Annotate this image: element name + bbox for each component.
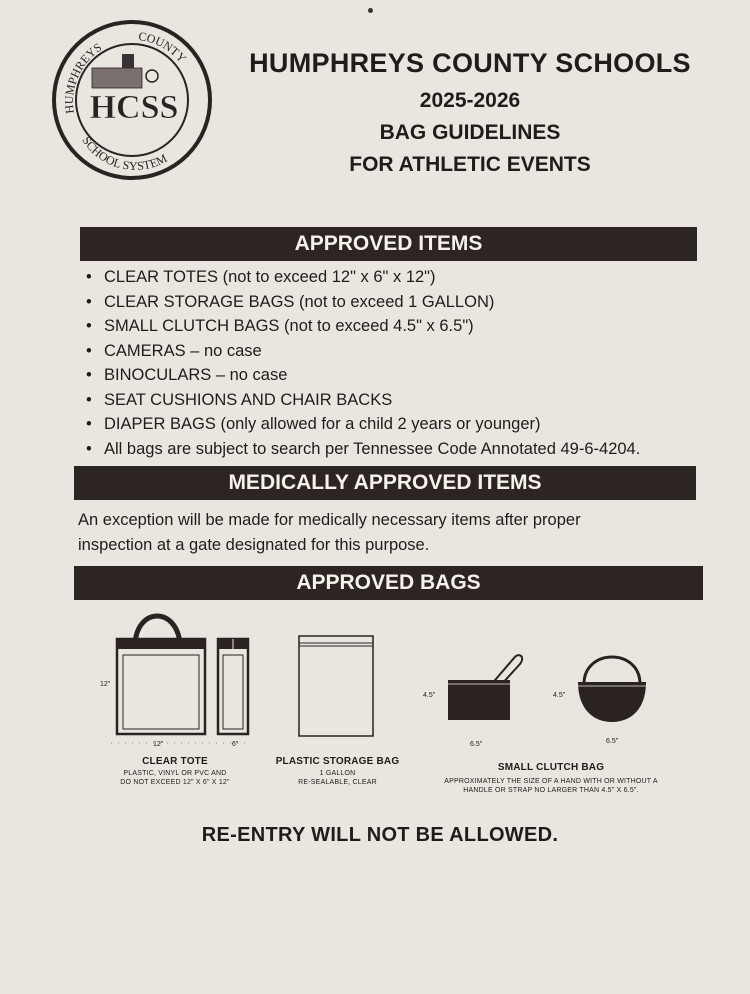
tote-caption (100, 756, 250, 787)
org-title: HUMPHREYS COUNTY SCHOOLS (249, 48, 691, 78)
clutch-handle-icon (584, 657, 640, 684)
clutch-bag-round-illustration (572, 640, 652, 728)
list-item: • CLEAR TOTES (not to exceed 12" x 6" x 12") (86, 265, 640, 290)
school-tower-icon (122, 54, 134, 68)
storage-bag-illustration (296, 632, 376, 742)
logo-monogram: HCSS (89, 89, 179, 126)
storage-caption-sub2: RE-SEALABLE, CLEAR (298, 779, 377, 786)
approved-items-heading: APPROVED ITEMS (80, 227, 697, 261)
list-item: • CLEAR STORAGE BAGS (not to exceed 1 GALLON) (86, 290, 640, 315)
clutch-a-height-dim: 4.5" (423, 692, 436, 699)
tristar-icon (146, 70, 158, 82)
clutch-b-width-dim: 6.5" (606, 738, 619, 745)
list-item: • DIAPER BAGS (only allowed for a child 2 years or younger) (86, 412, 640, 437)
list-item: • CAMERAS – no case (86, 339, 640, 364)
heading-line2: FOR ATHLETIC EVENTS (349, 153, 591, 176)
clutch-caption (420, 762, 682, 795)
hcss-logo (52, 18, 212, 183)
storage-bag-icon (299, 636, 373, 736)
approved-bags-heading: APPROVED BAGS (74, 566, 703, 600)
clutch-bag-rect-illustration (438, 648, 528, 728)
reentry-notice: RE-ENTRY WILL NOT BE ALLOWED. (201, 824, 559, 846)
heading-line1: BAG GUIDELINES (379, 121, 561, 144)
storage-caption (260, 756, 415, 787)
storage-caption-sub1: 1 GALLON (319, 770, 356, 777)
tote-caption-sub2: DO NOT EXCEED 12" X 6" X 12" (120, 779, 230, 786)
tote-height-dim: 12" (100, 681, 111, 688)
medical-exception-text: An exception will be made for medically necessary items after proper inspection at a gate designated for this purpose. (78, 511, 581, 554)
logo-ring-text-left: HUMPHREYS (61, 40, 105, 115)
page-title-block (230, 48, 710, 177)
medical-items-heading: MEDICALLY APPROVED ITEMS (74, 466, 696, 500)
logo-ring-text-right: COUNTY (137, 29, 190, 66)
tote-width-dim: 12" (153, 741, 164, 748)
clutch-rect-icon (448, 680, 510, 720)
approved-items-list (86, 265, 640, 461)
state-shape-icon (92, 68, 142, 88)
tote-depth-dim: 6" (232, 741, 239, 748)
school-year: 2025-2026 (419, 89, 521, 112)
clutch-a-width-dim: 6.5" (470, 741, 483, 748)
list-item: • BINOCULARS – no case (86, 363, 640, 388)
clutch-caption-title: SMALL CLUTCH BAG (497, 762, 605, 773)
list-item: • SEAT CUSHIONS AND CHAIR BACKS (86, 388, 640, 413)
clutch-b-height-dim: 4.5" (553, 692, 566, 699)
clear-tote-illustration (98, 605, 263, 755)
list-item: • All bags are subject to search per Tennessee Code Annotated 49-6-4204. (86, 437, 640, 462)
tote-caption-sub1: PLASTIC, VINYL OR PVC AND (123, 770, 227, 777)
clutch-caption-sub2: HANDLE OR STRAP NO LARGER THAN 4.5" X 6.5". (463, 787, 639, 794)
svg-text:COUNTY (137, 29, 189, 66)
storage-caption-title: PLASTIC STORAGE BAG (275, 756, 400, 767)
tote-front-icon (117, 639, 205, 734)
tote-caption-title: CLEAR TOTE (142, 756, 208, 767)
clutch-round-icon (578, 682, 646, 722)
logo-ring-text-bottom: SCHOOL SYSTEM (79, 133, 170, 174)
clutch-caption-sub1: APPROXIMATELY THE SIZE OF A HAND WITH OR WITHOUT A (444, 778, 658, 785)
punch-dot (368, 8, 373, 13)
list-item: • SMALL CLUTCH BAGS (not to exceed 4.5" x 6.5") (86, 314, 640, 339)
